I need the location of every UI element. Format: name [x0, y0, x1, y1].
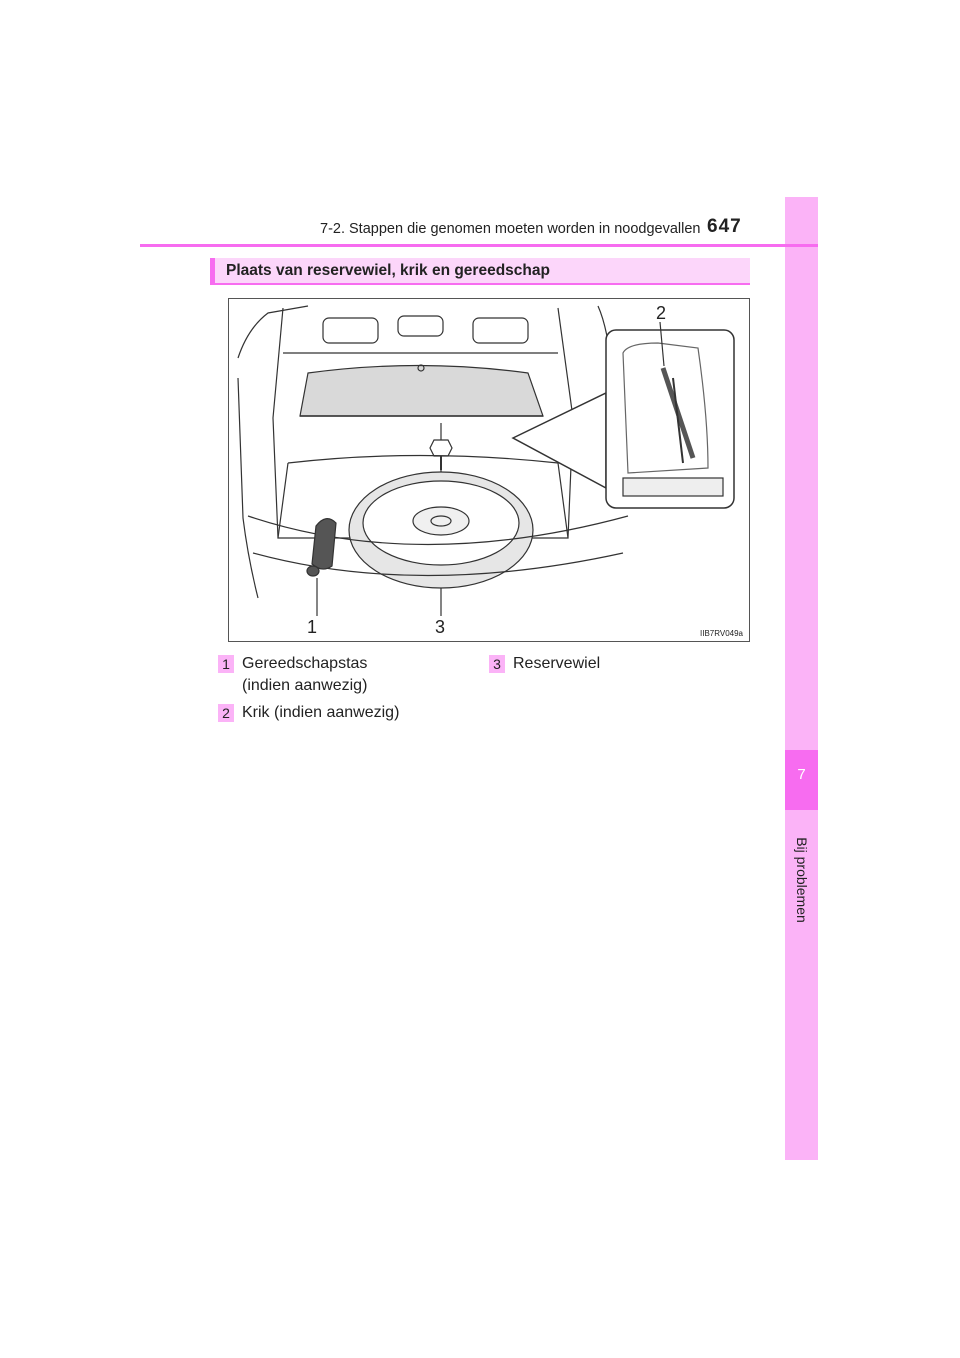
- figure-callout: 3: [435, 617, 446, 637]
- section-title: Plaats van reservewiel, krik en gereedschap: [226, 262, 550, 279]
- side-tab-label: Bij problemen: [794, 837, 810, 923]
- legend-badge: 3: [489, 655, 505, 673]
- legend-item-3: [513, 653, 600, 675]
- legend-text: Reservewiel: [513, 655, 601, 672]
- figure-callout: 1: [307, 617, 318, 637]
- running-header: 7-2. Stappen die genomen moeten worden in noodgevallen: [320, 221, 701, 237]
- legend-badge: 1: [218, 655, 234, 673]
- legend-item-1: [242, 653, 367, 697]
- legend-text: (indien aanwezig): [242, 677, 368, 694]
- header-rule: [140, 244, 818, 247]
- figure-code: IIB7RV049a: [700, 629, 743, 638]
- page-number: 647: [707, 216, 742, 237]
- trunk-illustration: [228, 298, 750, 642]
- side-tab-strip: [785, 197, 818, 1160]
- legend-badge: 2: [218, 704, 234, 722]
- legend-item-2: [242, 702, 399, 724]
- side-tab-number: 7: [797, 766, 806, 783]
- figure-callout: 2: [656, 303, 667, 323]
- legend-text: Gereedschapstas: [242, 655, 368, 672]
- legend-text: Krik (indien aanwezig): [242, 704, 400, 721]
